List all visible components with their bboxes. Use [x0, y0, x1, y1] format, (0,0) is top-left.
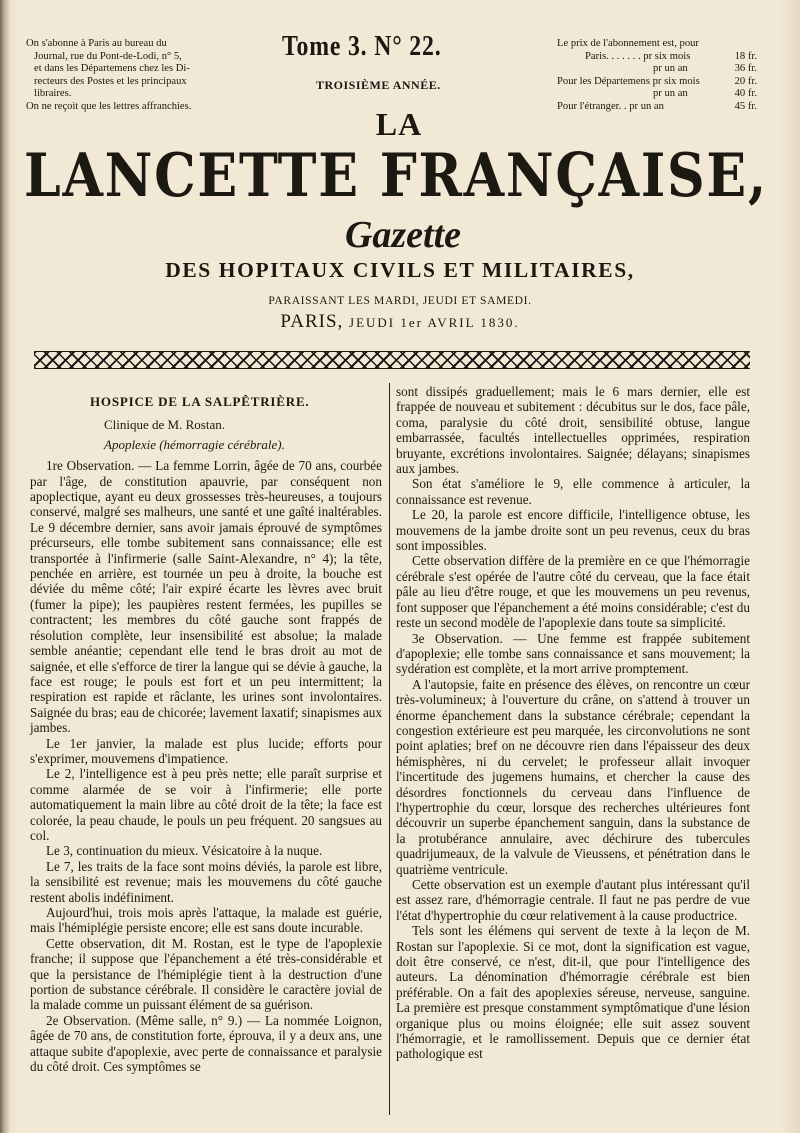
price-row	[557, 38, 757, 51]
masthead-article: LA	[375, 106, 423, 142]
dateline-city: PARIS,	[280, 311, 344, 332]
article-paragraph: Le 3, continuation du mieux. Vésicatoire à la nuque.	[46, 843, 323, 859]
price-row	[557, 76, 757, 89]
price-row	[557, 63, 757, 76]
article-paragraph: 3e Observation. — Une femme est frappée subitement d'apoplexie; elle tombe sans connaissance et sans mouvement; la sydération est complète, et la mort arrive promptement.	[396, 630, 750, 677]
publication-days: PARAISSANT LES MARDI, JEUDI ET SAMEDI.	[268, 294, 532, 307]
article-paragraph: 2e Observation. (Même salle, n° 9.) — La nommée Loignon, âgée de 70 ans, de constitution forte, éprouva, il y a deux ans, une attaque subite d'apoplexie, avec perte de connaissance et paralysie du côté droit. Ces symptômes se	[30, 1012, 382, 1075]
price-row	[557, 51, 757, 64]
subscription-line: libraires.	[34, 88, 72, 100]
article-paragraph: sont dissipés graduellement; mais le 6 mars dernier, elle est frappée de nouveau et subitement : décubitus sur le dos, face pâle, coma, paralysie du côté droit, sensibilité obtuse, langue embarrassée, facultés intellectuelles opprimées, respiration bruyante, excrétions involontaires. Saignée; délayans; sinapismes aux jambes.	[396, 384, 750, 477]
ornamental-rule	[34, 351, 750, 369]
price-label: pr un an	[653, 88, 688, 100]
subscription-line: et dans les Départemens chez les Di-	[34, 63, 190, 75]
column-divider	[389, 383, 390, 1115]
masthead-title: LANCETTE FRANÇAISE,	[24, 141, 768, 211]
clinic-heading: Clinique de M. Rostan.	[104, 417, 225, 433]
masthead-tagline: DES HOPITAUX CIVILS ET MILITAIRES,	[165, 258, 635, 282]
article-paragraph: Cette observation diffère de la première en ce que l'hémorragie cérébrale s'est opérée de l'autre côté du cerveau, que la face était pâle au lieu d'être rouge, et que les mouvemens un peu revenus, font supposer que l'épanchement a été moins considérable; c'est du reste un second modèle de l'apoplexie dans toute sa simplicité.	[396, 553, 750, 631]
masthead-subtitle: Gazette	[344, 214, 462, 256]
price-table	[557, 38, 757, 114]
subscription-line: recteurs des Postes et les principaux	[34, 75, 187, 87]
price-label: Le prix de l'abonnement est, pour	[557, 38, 699, 49]
article-paragraph: Tels sont les élémens qui servent de texte à la leçon de M. Rostan sur l'apoplexie. Si ce mot, dont la signification est vague, doit être conservé, ce n'est, dit-il, que pour l'intelligence des auteurs. La dénomination d'hémorragie cérébrale est bien préférable. On a fait des apoplexies séreuse, nerveuse, sanguine. La première est presque constamment symptômatique d'une lésion organique plus ou moins éloignée; elle suit assez souvent l'hémorragie, et le ramollissement. Depuis que ce dernier état pathologique est	[396, 923, 750, 1062]
year-label: TROISIÈME ANNÉE.	[316, 78, 441, 92]
subscription-line: On ne reçoit que les lettres affranchies.	[26, 100, 192, 112]
article-column-left	[30, 394, 382, 1074]
article-subject: Apoplexie (hémorragie cérébrale).	[104, 436, 285, 452]
page-edge-shadow	[0, 0, 10, 1133]
price-value: 36 fr.	[734, 63, 757, 75]
price-value: 40 fr.	[734, 88, 757, 100]
price-value: 45 fr.	[734, 100, 757, 112]
price-label: Pour l'étranger. . pr un an	[557, 100, 664, 112]
dateline-date: JEUDI 1er AVRIL 1830.	[349, 315, 520, 330]
price-value: 20 fr.	[734, 75, 757, 87]
article-paragraph: Le 2, l'intelligence est à peu près nette; elle paraît surprise et comme alarmée de se voir à l'infirmerie; elle porte automatiquement la main libre au côté droit de la tête; la face est colorée, la peau chaude, le pouls un peu fréquent. 20 sangsues au col.	[30, 766, 382, 843]
article-paragraph: Cette observation, dit M. Rostan, est le type de l'apoplexie franche; il suppose que l'épanchement a été très-considérable et que la persistance de l'hémiplégie tient à la destruction d'une portion de substance cérébrale. Il considère le caractère jovial de la malade comme un puissant élément de sa guérison.	[30, 935, 382, 1013]
article-paragraph: 1re Observation. — La femme Lorrin, âgée de 70 ans, courbée par l'âge, de constitution apauvrie, par conséquent non apoplectique, ayant eu deux grossesses très-heureuses, a toujours conservé, malgré ses malheurs, une santé et une gaîté inaltérables. Le 9 décembre dernier, sans avoir jamais éprouvé de symptômes précurseurs, elle tombe subitement sans connaissance; elle est transportée à l'infirmerie (salle Saint-Alexandre, n° 4); la tête, penchée en arrière, est tournée un peu à droite, la bouche est déviée du même côté; l'air expiré écarte les lèvres avec bruit (fumer la pipe); les paupières restent fermées, les pupilles se contractent; les membres du côté gauche sont frappés de résolution complète, leur insensibilité est absolue; la malade semble anéantie; cependant elle tend le bras droit au mot de saignée, et elle s'efforce de tirer la langue qui se dévie à gauche, la face est rouge; le pouls est fort et un peu intermittent; la respiration est rapide et râclante, les urines sont involontaires. Saignée du bras; eau de chicorée; lavement laxatif; sinapismes aux jambes.	[30, 458, 382, 736]
subscription-info	[26, 38, 236, 114]
article-column-right	[396, 384, 750, 1062]
article-paragraph: Le 20, la parole est encore difficile, l'intelligence obtuse, les mouvemens de la jambe droite sont un peu revenus, ceux du bras sont impossibles.	[396, 507, 750, 554]
price-row	[557, 88, 757, 101]
price-row	[557, 101, 757, 114]
price-label: Paris. . . . . . . pr six mois	[585, 50, 691, 62]
article-paragraph: Aujourd'hui, trois mois après l'attaque, la malade est guérie, mais l'hémiplégie persiste encore; elle est sans doute incurable.	[30, 905, 382, 936]
price-label: pr un an	[653, 63, 688, 75]
article-paragraph: Le 7, les traits de la face sont moins déviés, la parole est libre, la sensibilité est revenue; mais les mouvemens du côté gauche restent abolis indéfiniment.	[30, 858, 382, 905]
price-label: Pour les Départemens pr six mois	[557, 75, 700, 87]
price-value: 18 fr.	[734, 50, 757, 62]
subscription-line: Journal, rue du Pont-de-Lodi, n° 5,	[34, 50, 182, 62]
article-paragraph: A l'autopsie, faite en présence des élèves, on rencontre un cœur très-volumineux; à l'ouverture du crâne, on s'attend à trouver un énorme épanchement dans la substance cérébrale; cependant la congestion extérieure est peu marquée, les circonvolutions ne sont point aplaties; bref on ne découvre rien dans l'épaisseur des deux hémisphères, ni du cervelet; le professeur allait invoquer l'incertitude des jugemens humains, et chercher la cause des désordres fonctionnels du cerveau dans l'influence de l'hypertrophie du cœur, lorsque des recherches ultérieures font découvrir un superbe épanchement sanguin, dans la substance de la protubérance annulaire, avec déchirure des tubercules quadrijumeaux, de la valvule de Vieussens, et pénétration dans le quatrième ventricule.	[396, 676, 750, 877]
article-paragraph: Son état s'améliore le 9, elle commence à articuler, la connaissance est revenue.	[396, 476, 750, 507]
section-heading: HOSPICE DE LA SALPÊTRIÈRE.	[90, 394, 310, 409]
subscription-line: On s'abonne à Paris au bureau du	[26, 38, 167, 49]
volume-number: Tome 3. N° 22.	[282, 30, 442, 62]
article-paragraph: Le 1er janvier, la malade est plus lucide; efforts pour s'exprimer, mouvemens d'impatience.	[30, 735, 382, 766]
article-paragraph: Cette observation est un exemple d'autant plus intéressant qu'il est assez rare, d'hémorragie centrale. Il faut ne pas perdre de vue l'état d'hypertrophie du cœur relativement à la cause productrice.	[396, 877, 750, 923]
dateline	[200, 311, 600, 333]
